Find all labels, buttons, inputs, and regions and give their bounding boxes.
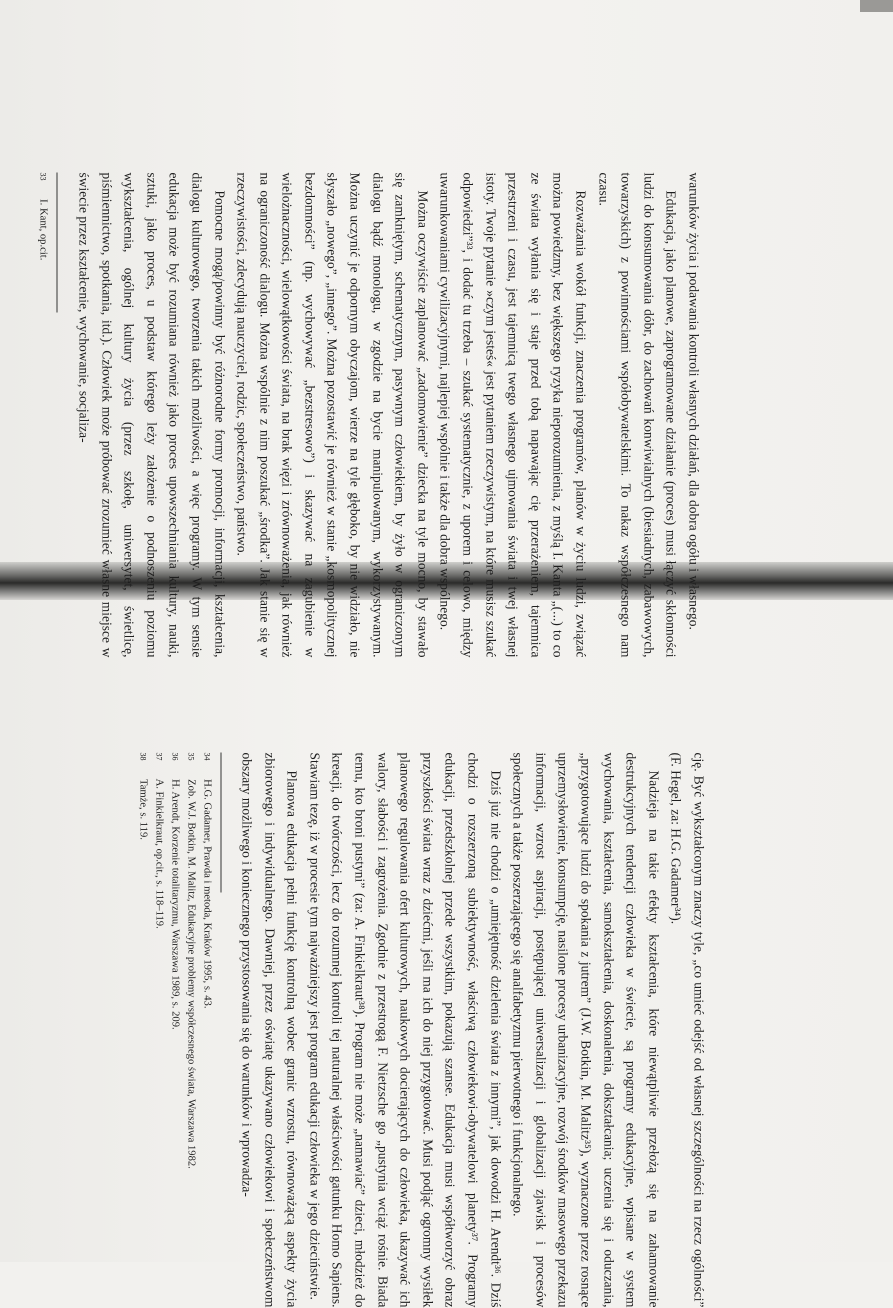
paragraph: Rozważania wokół funkcji, znaczenia programów, planów w życiu ludzi, związać można powiedzmy, bez większego ryzyka nieporozumienia, z myślą I. Kanta „(...) to co ze świata wyłania się i staje przed tobą napawając cię przerażeniem, tajemnica przestrzeni i czasu, jest tajemnicą twego własnego ujmowania świata i twej własnej istoty. Twoje pytanie »czym jesteś« jest pytaniem rzeczywistym, na które musisz szukać odpowiedzi”³³, i dodać tu trzeba – szukać systematycznie, z uporem i celowo, między uwarunkowaniami cywilizacyjnymi, najlepiej wspólnie i także dla dobra wspólnego. — [437, 172, 589, 658]
paragraph: Planowa edukacja pełni funkcję kontrolną wobec granic wzrostu, równoważącą aspekty życia zbiorowego i indywidualnego. Dawniej, przez oświatę ukazywano człowiekowi i społeczeństwom obszary możliwego i koniecznego przystosowania się do warunków i wprowadza- — [239, 752, 300, 1308]
paragraph: warunków życia i podawania kontroli własnych działań, dla dobra ogółu i własnego. — [686, 172, 702, 630]
footnote-text: Tamże, s. 119. — [137, 778, 149, 840]
right-page-body — [235, 753, 709, 1308]
left-page — [15, 173, 705, 658]
footnote-text: Zob. W.J. Botkin, M. Malitz, Edukacyjne problemy współczesnego świata, Warszawa 1982. — [185, 779, 197, 1169]
footnote-number: 33 — [38, 172, 48, 181]
footnote-text: H. Arendt, Korzenie totalitaryzmu, Warszawa 1989, s. 209. — [169, 779, 181, 1030]
left-footnotes — [35, 173, 58, 658]
footnote-rule — [57, 173, 58, 313]
footnote-number: 34 — [202, 752, 212, 761]
footnote-text: I. Kant, op.cit. — [37, 199, 49, 261]
footnote-rule — [220, 753, 221, 893]
right-page — [10, 753, 710, 1308]
paragraph: cję. Być wykształconym znaczy tyle, „co umieć odejść od własnej szczególności na rzecz ogólności” (F. Hegel, za: H.G. Gadamer³⁴). — [668, 752, 707, 1308]
page-number — [0, 173, 1, 186]
footnote-number: 35 — [186, 752, 196, 761]
footnote — [198, 753, 214, 1308]
footnote-text: A. Finkielkraut, op.cit., s. 118–119. — [153, 778, 165, 929]
left-page-body — [72, 173, 705, 658]
right-footnotes — [134, 753, 221, 1308]
footnote-number: 36 — [170, 752, 180, 761]
paragraph: Nadzieja na takie efekty kształcenia, które niewątpliwie przełożą się na zahamowanie destrukcyjnych tendencji człowieka w świecie, są programy edukacyjne, wpisane w system wychowania, kształcenia, samokształcenia, doskonalenia, dokształcania; uczenia się i oduczania, „przygotowujące ludzi do spokania z jutrem” (J.W. Botkin, M. Malitz³⁵), wyznaczone przez rosnące uprzemysłowienie, konsumpcję, nasilone procesy urbanizacyjne, rozwój środków masowego przekazu informacji, wzrost aspiracji, postępującej uniwersalizacji i globalizacji zjawisk i procesów społecznych a także poszerzającego się analfabetyzmu pierwotnego i funkcjonalnego. — [510, 752, 662, 1308]
footnote — [166, 753, 182, 1308]
scan-edge — [860, 0, 893, 12]
footnote — [182, 753, 198, 1308]
footnote — [150, 753, 166, 1308]
footnote-number: 37 — [154, 752, 164, 761]
footnote — [35, 173, 51, 658]
footnote — [134, 753, 150, 1308]
footnote-text: H.G. Gadamer, Prawda i metoda, Kraków 1995, s. 43. — [201, 779, 213, 1009]
paragraph: Dziś już nie chodzi o „umiejętność dzielenia świata z innymi”, jak dowodzi H. Arendt³⁶. Dziś chodzi o rozszerzoną subiektywność, właściwą człowiekowi-obywatelowi planety³⁷. Programy edukacji, przedszkolnej przede wszystkim, pokazują szanse. Edukacja musi współtworzyć obraz przyszłości świata wraz z dziećmi, jeśli ma ich do niej przygotować. Musi podjąć ogromny wysiłek planowego regulowania ofert kulturowych, naukowych docierających do człowieka, ukazywać ich walory, słabości i zagrożenia. Zgodnie z przestrogą F. Nietzsche go „pustynia wciąż rośnie. Biada temu, kto broni pustyni” (za: A. Finkielkraut³⁸). Program nie może „namawiać” dzieci, młodzież do kreacji, do twórczości, lecz do rozumnej kontroli tej naturalnej właściwości gatunku Homo Sapiens. Stawiam tezę, iż w procesie tym najważniejszy jest program edukacji człowieka w jego dzieciństwie. — [307, 752, 504, 1308]
footnote-number: 38 — [138, 752, 148, 761]
paragraph: Można oczywiście zaplanować „zadomowienie” dziecka na tyle mocno, by stawało się zamkniętym, schematycznym, pasywnym człowiekiem, by żyło w ograniczonym dialogu bądź monologu, w zgodzie na bycie manipulowanym, wykorzystywanym. Można uczynić je odpornym obyczajom, wierze na tyle głęboko, by nie widziało, nie słyszało „nowego”, „innego”. Można pozostawić je również w stanie „kosmopolitycznej bezdomności” (np. wychowywać „bezstresowo”) i skazywać na zagubienie w wielożnaczności, wielowątkowości świata, na brak więzi i zrównoważenia, jak również na ograniczoność dialogu. Można wspólnie z nim poszukać „środka”. Jak stanie się w rzeczywistości, zdecydują nauczyciel, rodzic, społeczeństwo, państwo. — [234, 172, 431, 658]
paragraph: Edukacja, jako planowe, zaprogramowane działanie (proces) musi łączyć skłonności ludzi do konsumowania dóbr, do zachowań konwiwialnych (biesiadnych, zabawowych, towarzyskich) z powinnościami współobywatelskimi. To nakaz współczesnego nam czasu. — [596, 172, 679, 658]
paragraph: Pomocne mogą/powinny być różnorodne formy promocji, informacji, kształcenia, dialogu kulturowego, tworzenia takich możliwości, a więc programy. W tym sensie edukacja może być rozumiana również jako proces upowszechniania kultury, nauki, sztuki, jako proces, u podstaw którego leży założenie o podnoszeniu poziomu wykształcenia, ogólnej kultury życia (przez szkołę, uniwersytet, świetlicę, piśmiennictwo, spotkania, itd.). Człowiek może próbować zrozumieć własne miejsce w świecie przez kształcenie, wychowanie, socjaliza- — [76, 172, 228, 658]
